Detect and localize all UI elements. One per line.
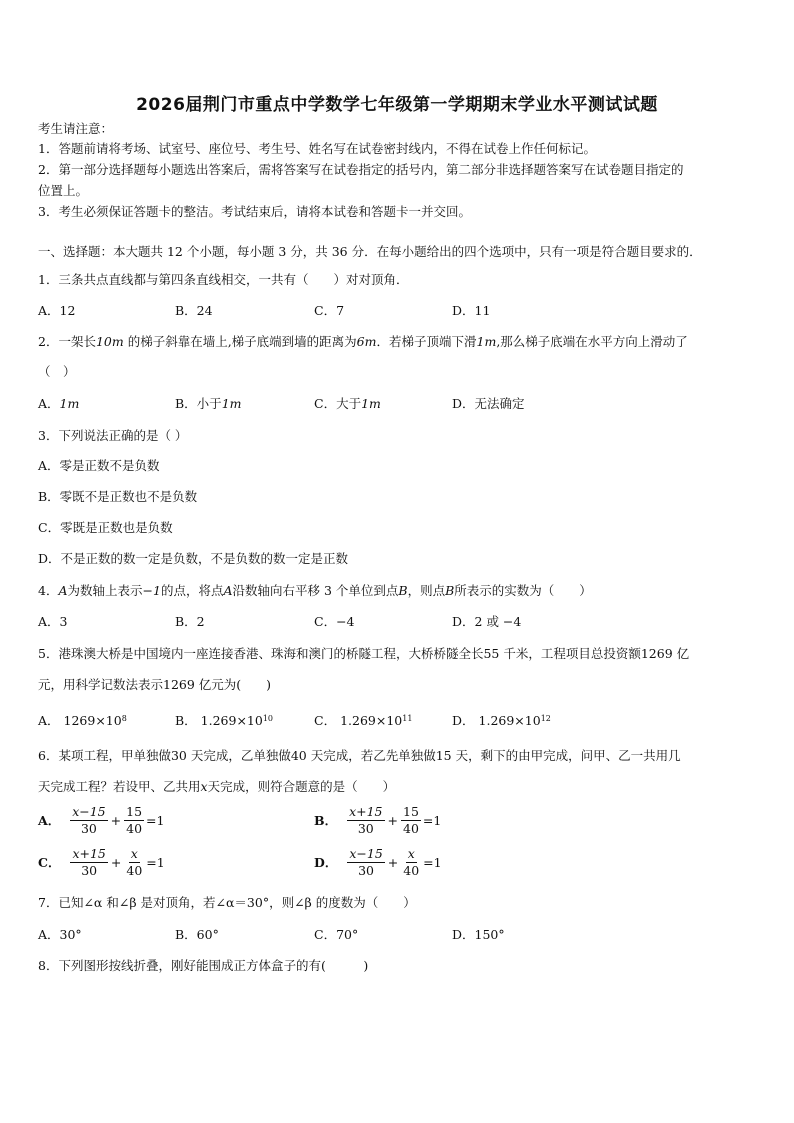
q5-option-b[interactable] <box>175 713 273 731</box>
q2-option-a-label: A． <box>38 396 60 411</box>
q6-option-d-label: D． <box>314 854 338 870</box>
q4-stem-part-d: 沿数轴向右平移 3 个单位到点 <box>232 583 399 598</box>
q5-option-c-label: C． <box>314 713 337 728</box>
q5-option-d-label: D． <box>452 713 475 728</box>
q5-option-b-exp: 10 <box>262 714 274 723</box>
q6-option-b-equation: $\frac{x+15}{30}$ + $\frac{15}{40}$ =1 <box>349 804 442 836</box>
q5-option-d-exp: 12 <box>540 714 551 723</box>
q3-option-a[interactable]: A．零是正数不是负数 <box>38 458 160 473</box>
fraction-numerator: 15 <box>126 804 143 819</box>
q6-option-a[interactable] <box>38 804 164 837</box>
q2-stem-part-d: ,那么梯子底端在水平方向上滑动了 <box>496 334 688 349</box>
q5-option-a[interactable] <box>38 713 127 731</box>
q6-option-c-label: C． <box>38 854 61 870</box>
q4-point-a: A <box>58 583 68 598</box>
q6-option-c-equation: $\frac{x+15}{30}$ + $\frac{x}{40}$ =1 <box>72 846 165 878</box>
q2-option-a[interactable] <box>38 396 79 412</box>
fraction-denominator: 30 <box>358 863 375 878</box>
fraction-numerator: x+15 <box>72 846 106 861</box>
q3-option-b[interactable]: B．零既不是正数也不是负数 <box>38 489 198 504</box>
fraction-denominator: 30 <box>81 863 98 878</box>
q1-option-b[interactable]: B．24 <box>175 303 213 318</box>
q5-option-a-exp: 8 <box>121 714 127 723</box>
fraction-denominator: 40 <box>403 821 419 836</box>
q7-option-d[interactable]: D．150° <box>452 927 505 942</box>
question-3-stem: 3．下列说法正确的是（ ） <box>38 428 188 443</box>
q2-distance-value: 6m <box>356 334 377 349</box>
q5-option-c-exp: 11 <box>402 714 413 723</box>
q2-stem-part-c: ．若梯子顶端下滑 <box>376 334 477 349</box>
q5-option-d-base: 1.269×10 <box>478 713 541 728</box>
notice-item-2: 2．第一部分选择题每小题选出答案后，需将答案写在试卷指定的括号内，第二部分非选择题答案写在试卷题目指定的 <box>38 162 684 177</box>
fraction-denominator: 40 <box>403 863 420 878</box>
question-2-stem-cont: （ ） <box>38 364 76 379</box>
question-6-stem: 6．某项工程，甲单独做30 天完成，乙单独做40 天完成，若乙先单独做15 天，剩下的由甲完成，问甲、乙一共用几 <box>38 748 681 763</box>
q6-option-b[interactable] <box>314 804 441 837</box>
q5-option-c-base: 1.269×10 <box>340 713 403 728</box>
q2-length-value: 10m <box>95 334 124 349</box>
q4-value: −1 <box>142 583 161 598</box>
q6-variable: x <box>200 779 208 794</box>
q4-option-d[interactable]: D．2 或 −4 <box>452 614 522 629</box>
fraction-numerator: x <box>130 846 138 861</box>
q3-option-d[interactable]: D．不是正数的数一定是负数，不是负数的数一定是正数 <box>38 551 349 566</box>
q6-stem-part-a: 天完成工程？若设甲、乙共用 <box>38 779 201 794</box>
q4-point-b-2: B <box>445 583 455 598</box>
q2-option-a-value: 1m <box>59 396 80 411</box>
q4-stem-part-e: ，则点 <box>407 583 446 598</box>
q2-option-c-value: 1m <box>361 396 381 411</box>
q6-option-a-label: A． <box>38 812 61 828</box>
question-7-stem: 7．已知∠α 和∠β 是对顶角，若∠α＝30°，则∠β 的度数为（ ） <box>38 895 416 910</box>
fraction-denominator: 30 <box>357 821 374 836</box>
page-title: 2026届荆门市重点中学数学七年级第一学期期末学业水平测试试题 <box>136 95 658 115</box>
notice-item-3: 3．考生必须保证答题卡的整洁。考试结束后，请将本试卷和答题卡一并交回。 <box>38 204 471 219</box>
q5-option-d[interactable] <box>452 713 551 731</box>
q7-option-c[interactable]: C．70° <box>314 927 359 942</box>
fraction-denominator: 40 <box>126 863 143 878</box>
question-6-stem-cont <box>38 779 395 795</box>
q2-stem-part-a: 2．一架长 <box>38 334 96 349</box>
question-5-stem: 5．港珠澳大桥是中国境内一座连接香港、珠海和澳门的桥隧工程，大桥桥隧全长55 千米，工程项目总投资额1269 亿 <box>38 646 690 661</box>
q7-option-b[interactable]: B．60° <box>175 927 219 942</box>
fraction-numerator: x−15 <box>72 804 106 819</box>
q6-option-d[interactable] <box>314 846 442 879</box>
q4-option-c[interactable]: C．−4 <box>314 614 355 629</box>
q2-option-b-value: 1m <box>221 396 242 411</box>
q6-option-b-label: B． <box>314 812 338 828</box>
q4-stem-part-f: 所表示的实数为（ ） <box>454 583 592 598</box>
notice-item-1: 1．答题前请将考场、试室号、座位号、考生号、姓名写在试卷密封线内，不得在试卷上作任何标记。 <box>38 141 596 156</box>
fraction-numerator: 15 <box>403 804 419 819</box>
q5-option-b-label: B． <box>175 713 197 728</box>
q4-stem-part-b: 为数轴上表示 <box>67 583 143 598</box>
q4-point-b: B <box>398 583 408 598</box>
question-2-stem <box>38 334 688 350</box>
q6-stem-part-b: 天完成，则符合题意的是（ ） <box>207 779 396 794</box>
q2-slide-value: 1m <box>476 334 497 349</box>
q2-option-d[interactable]: D．无法确定 <box>452 396 525 411</box>
equation-rhs: =1 <box>146 812 165 828</box>
q4-stem-part-a: 4． <box>38 583 59 598</box>
equation-rhs: =1 <box>146 854 165 870</box>
question-1-stem: 1．三条共点直线都与第四条直线相交，一共有（ ）对对顶角． <box>38 272 409 287</box>
notice-item-2-cont: 位置上。 <box>38 183 89 198</box>
q3-option-c[interactable]: C．零既是正数也是负数 <box>38 520 173 535</box>
fraction-numerator: x <box>407 846 415 861</box>
fraction-denominator: 30 <box>80 821 97 836</box>
q4-option-b[interactable]: B．2 <box>175 614 205 629</box>
fraction-numerator: x−15 <box>349 846 383 861</box>
q1-option-d[interactable]: D．11 <box>452 303 491 318</box>
q2-stem-part-b: 的梯子斜靠在墙上,梯子底端到墙的距离为 <box>123 334 357 349</box>
q2-option-b-label: B．小于 <box>175 396 222 411</box>
equation-rhs: =1 <box>422 812 442 828</box>
question-5-stem-cont: 元，用科学记数法表示1269 亿元为( ) <box>38 677 272 692</box>
q1-option-a[interactable]: A．12 <box>38 303 76 318</box>
q5-option-c[interactable] <box>314 713 412 731</box>
q5-option-b-base: 1.269×10 <box>200 713 263 728</box>
question-4-stem <box>38 583 592 599</box>
q6-option-d-equation: $\frac{x-15}{30}$ + $\frac{x}{40}$ =1 <box>349 846 442 878</box>
question-8-stem: 8．下列图形按线折叠，刚好能围成正方体盒子的有( ) <box>38 958 369 973</box>
q2-option-c-label: C．大于 <box>314 396 362 411</box>
q6-option-a-equation: $\frac{x-15}{30}$ + $\frac{15}{40}$ =1 <box>72 804 165 836</box>
notice-heading: 考生请注意： <box>38 121 114 136</box>
q5-option-a-base: 1269×10 <box>63 713 122 728</box>
q4-option-a[interactable]: A．3 <box>38 614 68 629</box>
q4-stem-part-c: 的点，将点 <box>160 583 224 598</box>
section-heading: 一、选择题：本大题共 12 个小题，每小题 3 分，共 36 分．在每小题给出的四个选项中，只有一项是符合题目要求的． <box>38 244 702 259</box>
q4-point-a-2: A <box>223 583 233 598</box>
q7-option-a[interactable]: A．30° <box>38 927 82 942</box>
fraction-denominator: 40 <box>126 821 143 836</box>
q6-option-c[interactable] <box>38 846 165 879</box>
q1-option-c[interactable]: C．7 <box>314 303 345 318</box>
q5-option-a-label: A． <box>38 713 60 728</box>
q2-option-c[interactable] <box>314 396 381 412</box>
q2-option-b[interactable] <box>175 396 242 412</box>
equation-rhs: =1 <box>423 854 442 870</box>
fraction-numerator: x+15 <box>349 804 383 819</box>
